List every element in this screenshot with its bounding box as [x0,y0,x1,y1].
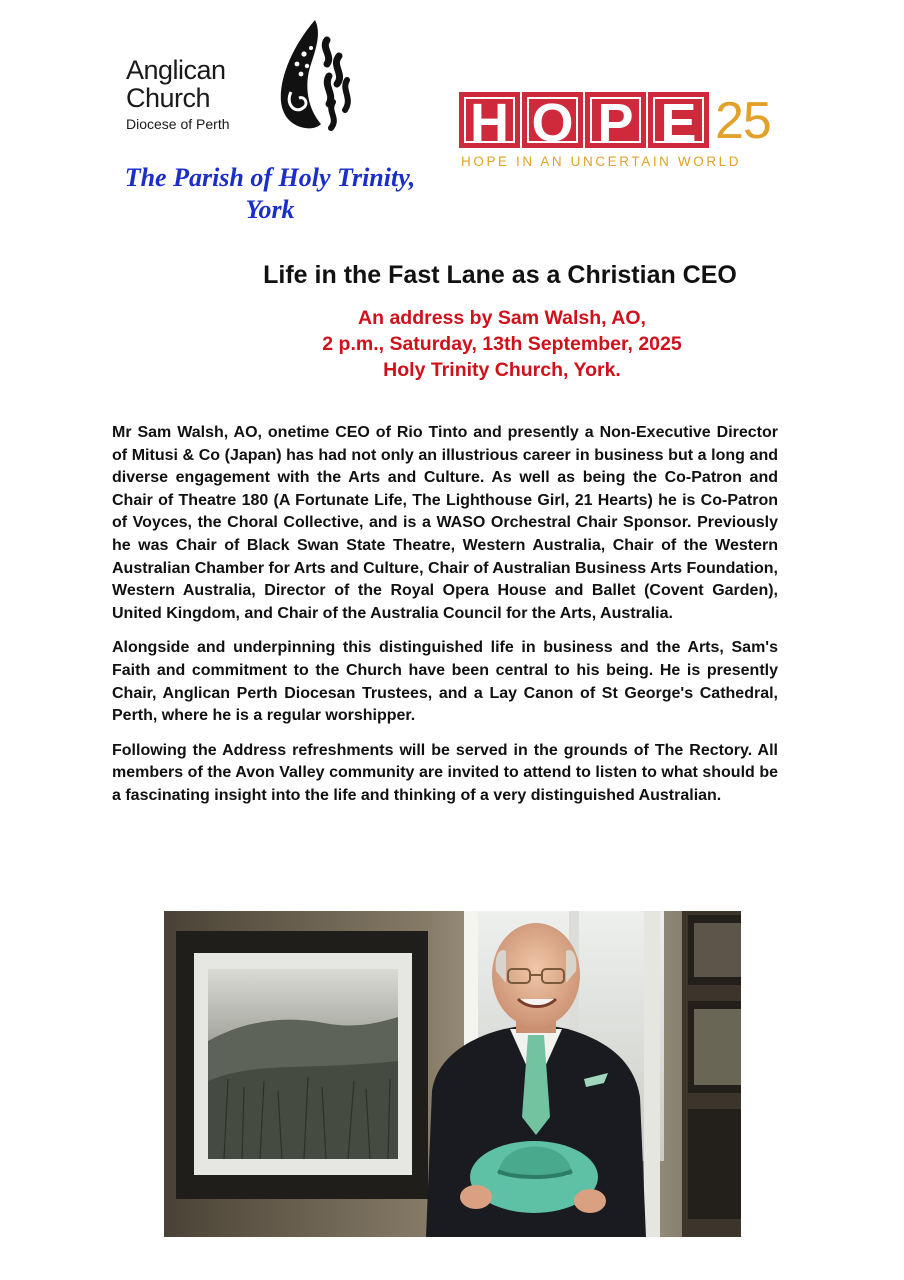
body-paragraph-2: Alongside and underpinning this distinguished life in business and the Arts, Sam's Faith and commitment to the Church have been central to his being. He is presently Chair, Anglican Perth Diocesan Trustees, and a Lay Canon of St George's Cathedral, Perth, where he is a regular worshipper. [112,639,778,725]
event-title: Life in the Fast Lane as a Christian CEO [263,261,737,289]
body-text [112,422,778,820]
hope-letters [459,92,709,153]
hope25-logo [459,92,781,174]
anglican-logo-line1: Anglican [126,55,226,85]
parish-name-line2: York [245,195,295,224]
anglican-logo-line2: Church [126,83,211,113]
hope-letter-h: H [459,92,520,148]
event-datetime: 2 p.m., Saturday, 13th September, 2025 [322,333,682,355]
event-speaker: An address by Sam Walsh, AO, [358,307,646,329]
anglican-church-logo [126,18,366,138]
anglican-logo-text [126,56,230,134]
parish-name [100,162,440,226]
anglican-flame-emblem-icon [271,18,359,132]
anglican-logo-line3: Diocese of Perth [126,116,230,132]
body-paragraph-1: Mr Sam Walsh, AO, onetime CEO of Rio Tinto and presently a Non-Executive Director of Mitusi & Co (Japan) has had not only an illustrious career in business but a long and diverse engagement with the Arts and Culture. As well as being the Co-Patron and Chair of Theatre 180 (A Fortunate Life, The Lighthouse Girl, 21 Hearts) he is Co-Patron of Voyces, the Choral Collective, and is a WASO Orchestral Chair Sponsor. Previously he was Chair of Black Swan State Theatre, Western Australia, Chair of the Western Australian Chamber for Arts and Culture, Chair of Australian Business Arts Foundation, Western Australia, Director of the Royal Opera House and Ballet (Covent Garden), United Kingdom, and Chair of the Australia Council for the Arts, Australia. [112,424,778,622]
hope-tagline: HOPE IN AN UNCERTAIN WORLD [461,154,742,169]
portrait-photo-illustration [164,911,741,1237]
hope-letter-p: P [585,92,646,148]
parish-name-line1: The Parish of Holy Trinity, [124,163,416,192]
event-details [50,305,904,383]
hope-letter-e: E [648,92,709,148]
hope-letter-o: O [522,92,583,148]
portrait-photo [164,911,741,1237]
hope-number: 25 [715,92,771,150]
event-venue: Holy Trinity Church, York. [383,359,621,381]
body-paragraph-3: Following the Address refreshments will be served in the grounds of The Rectory. All members of the Avon Valley community are invited to attend to listen to what should be a fascinating insight into the life and thinking of a very distinguished Australian. [112,741,778,804]
